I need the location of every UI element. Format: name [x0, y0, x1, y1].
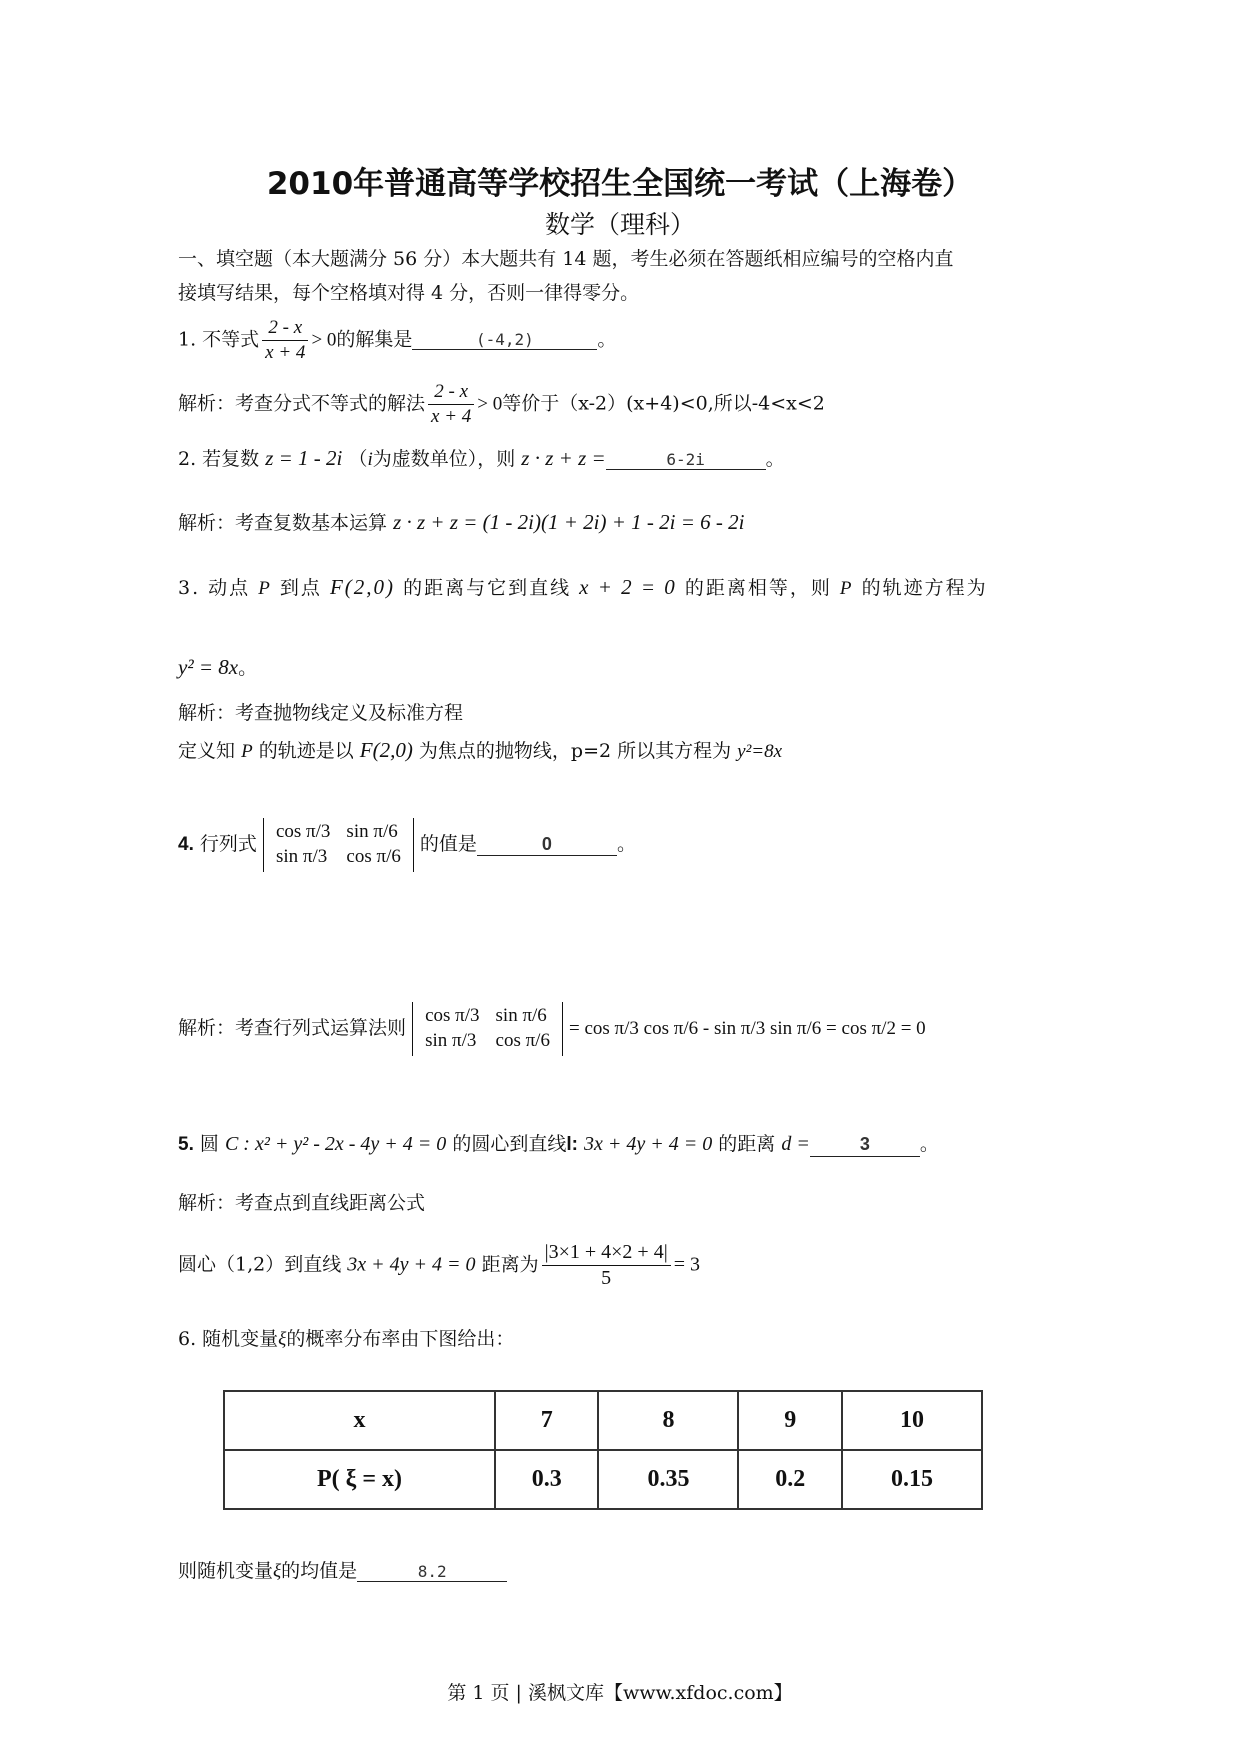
table-header-cell: 9	[738, 1391, 841, 1450]
table-header-cell: 8	[598, 1391, 738, 1450]
question-4	[178, 818, 636, 872]
q6-answer: 8.2	[357, 1562, 507, 1582]
q6-text-2: 则随机变量	[178, 1560, 274, 1582]
q1-analysis	[178, 380, 825, 429]
q3-point-p: P	[258, 578, 272, 599]
q1-prefix: 1. 不等式	[178, 328, 260, 351]
q2-answer: 6-2i	[606, 450, 766, 470]
table-row-label: P( ξ = x)	[224, 1450, 495, 1509]
q5-frac-den: 5	[601, 1267, 612, 1289]
analysis-det-cell-4: cos π/6	[495, 1029, 550, 1051]
q2-paren: （	[348, 448, 368, 470]
q4-determinant	[263, 818, 414, 872]
table-header-cell: 10	[842, 1391, 982, 1450]
table-cell: 0.35	[598, 1450, 738, 1509]
q4-text-2: 的值是	[419, 832, 477, 855]
q5-circle-eq: C : x² + y² - 2x - 4y + 4 = 0	[224, 1133, 447, 1155]
q4-end: 。	[616, 832, 636, 855]
q5-prefix: 5.	[178, 1134, 194, 1155]
q1-mid: 的解集是	[336, 328, 413, 351]
q1-end: 。	[597, 328, 617, 351]
q3-prefix: 3. 动点	[178, 577, 251, 599]
q5-text-1: 圆	[199, 1133, 219, 1155]
q1-analysis-frac-num: 2 - x	[428, 380, 474, 405]
table-cell: 0.2	[738, 1450, 841, 1509]
q1-fraction	[262, 316, 308, 365]
q3-answer: y² = 8x	[178, 655, 239, 679]
q3-analysis-text-a: 定义知	[178, 740, 236, 762]
det-cell-2: sin π/6	[346, 821, 398, 842]
question-6	[178, 1328, 514, 1352]
table-header-cell: x	[224, 1391, 495, 1450]
q5-text-3: 的距离	[718, 1133, 776, 1155]
q2-analysis-prefix: 解析：考查复数基本运算	[178, 512, 388, 534]
question-2	[178, 446, 785, 472]
q1-answer: (-4,2)	[412, 330, 597, 350]
q3-end: 。	[238, 657, 258, 679]
q2-unit-var: i	[367, 449, 373, 470]
q4-prefix: 4.	[178, 833, 194, 855]
q6-text-3: 的均值是	[281, 1560, 358, 1582]
q5-distance-var: d =	[781, 1133, 810, 1155]
q4-analysis-eq: = cos π/3 cos π/6 - sin π/3 sin π/6 = cos π/2 = 0	[569, 1017, 926, 1039]
q4-analysis	[178, 1002, 926, 1056]
q6-text-1: 的概率分布率由下图给出：	[286, 1328, 515, 1350]
q1-analysis-frac-den: x + 4	[431, 405, 472, 427]
q3-analysis-text-c: 为焦点的抛物线，p=2 所以其方程为	[418, 740, 732, 762]
table-cell: 0.3	[495, 1450, 598, 1509]
question-3	[178, 575, 988, 601]
q3-answer-line	[178, 655, 257, 680]
q5-line-label: l:	[566, 1134, 578, 1155]
page-title: 2010年普通高等学校招生全国统一考试（上海卷）	[266, 166, 974, 202]
det-cell-3: sin π/3	[275, 845, 328, 867]
q3-analysis-2	[178, 738, 782, 764]
q3-analysis-eq: y²=8x	[737, 741, 783, 762]
analysis-det-cell-3: sin π/3	[425, 1029, 477, 1051]
question-1	[178, 316, 616, 365]
q6-answer-line	[178, 1560, 507, 1584]
q2-prefix: 2. 若复数	[178, 448, 260, 470]
q3-text-2: 的距离与它到直线	[403, 577, 572, 599]
q4-answer: 0	[477, 834, 617, 857]
q1-analysis-text: 等价于（x-2）(x+4)<0,所以-4<x<2	[502, 392, 825, 415]
table-cell: 0.15	[842, 1450, 982, 1509]
q4-analysis-determinant	[412, 1002, 563, 1056]
q3-point-p-2: P	[839, 578, 854, 599]
q3-analysis-text-b: 的轨迹是以	[258, 740, 354, 762]
q5-analysis-text-b: 距离为	[481, 1253, 539, 1276]
q3-text-3: 的距离相等，则	[684, 577, 832, 599]
q3-text-1: 到点	[279, 577, 322, 599]
q2-unit-text: 为虚数单位），则	[372, 448, 516, 470]
question-5	[178, 1132, 939, 1157]
page-footer: 第 1 页 | 溪枫文库【www.xfdoc.com】	[447, 1682, 793, 1704]
q3-text-4: 的轨迹方程为	[861, 577, 988, 599]
q4-analysis-prefix: 解析：考查行列式运算法则	[178, 1016, 407, 1039]
q2-analysis-expr: z · z + z = (1 - 2i)(1 + 2i) + 1 - 2i = 6 - 2i	[393, 510, 745, 534]
intro-line-2: 接填写结果，每个空格填对得 4 分，否则一律得零分。	[178, 282, 640, 304]
q5-analysis-2	[178, 1240, 700, 1291]
q1-frac-den: x + 4	[265, 341, 306, 363]
table-header-cell: 7	[495, 1391, 598, 1450]
q5-answer: 3	[810, 1134, 920, 1157]
q5-analysis-text-a: 圆心（1,2）到直线	[178, 1253, 342, 1276]
q3-analysis-focus: F(2,0)	[359, 738, 413, 762]
q4-text-1: 行列式	[199, 832, 257, 855]
q3-analysis-p: P	[241, 741, 253, 762]
q6-prefix: 6. 随机变量	[178, 1328, 279, 1350]
det-cell-4: cos π/6	[346, 845, 401, 867]
q6-xi-2: ξ	[273, 1561, 282, 1582]
intro-line-1: 一、填空题（本大题满分 56 分）本大题共有 14 题，考生必须在答题纸相应编号的空格内直	[178, 248, 954, 270]
q2-end: 。	[765, 448, 785, 470]
q3-analysis-1: 解析：考查抛物线定义及标准方程	[178, 702, 464, 724]
q2-complex-expr: z = 1 - 2i	[265, 446, 343, 470]
q3-focus-point: F(2,0)	[329, 575, 396, 599]
table-header-row	[224, 1391, 982, 1450]
table-row	[224, 1450, 982, 1509]
q5-analysis-1: 解析：考查点到直线距离公式	[178, 1192, 426, 1214]
analysis-det-cell-2: sin π/6	[495, 1005, 547, 1026]
analysis-det-cell-1: cos π/3	[425, 1005, 480, 1026]
page-subtitle: 数学（理科）	[544, 210, 695, 239]
q5-analysis-line: 3x + 4y + 4 = 0	[347, 1253, 476, 1276]
det-cell-1: cos π/3	[275, 821, 331, 842]
q3-line-eq: x + 2 = 0	[579, 575, 677, 599]
q6-xi: ξ	[278, 1329, 287, 1350]
q1-frac-num: 2 - x	[262, 316, 308, 341]
q5-line-eq: 3x + 4y + 4 = 0	[584, 1133, 713, 1155]
q1-analysis-relation: > 0	[477, 393, 503, 415]
q2-expr2: z · z + z =	[521, 446, 606, 470]
q5-text-2: 的圆心到直线	[452, 1133, 567, 1155]
q2-analysis	[178, 510, 744, 535]
q5-distance-fraction	[542, 1240, 671, 1291]
q1-relation: > 0	[311, 329, 337, 351]
q5-end: 。	[919, 1133, 939, 1155]
q5-result: = 3	[673, 1253, 700, 1276]
q1-analysis-prefix: 解析：考查分式不等式的解法	[178, 392, 426, 415]
probability-distribution-table	[223, 1390, 983, 1510]
q5-frac-num: |3×1 + 4×2 + 4|	[542, 1240, 671, 1266]
q1-analysis-fraction	[428, 380, 474, 429]
